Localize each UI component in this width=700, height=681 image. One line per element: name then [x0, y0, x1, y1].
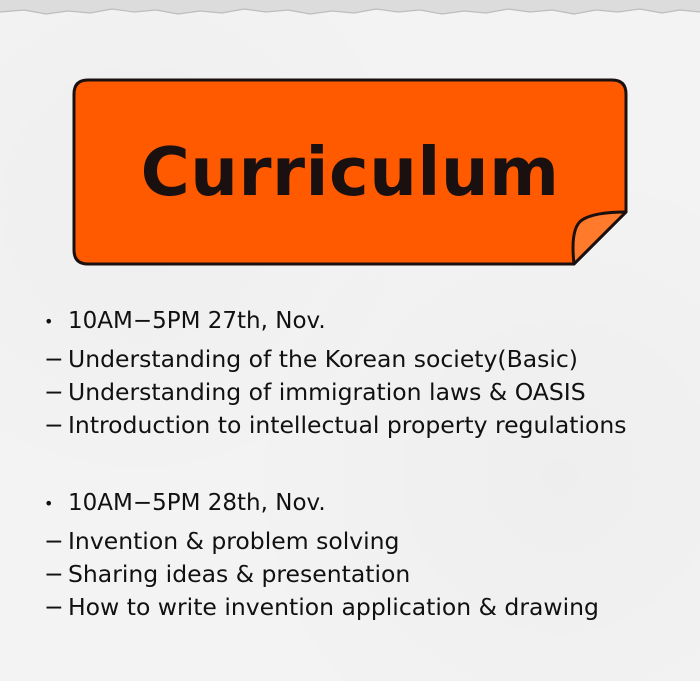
topic-text: Understanding of the Korean society(Basic)	[68, 344, 578, 373]
session-day-1	[44, 304, 694, 441]
dash-marker: −	[44, 410, 64, 439]
list-item	[44, 408, 694, 441]
topic-text: Introduction to intellectual property regulations	[68, 410, 627, 439]
dash-marker: −	[44, 559, 64, 588]
list-item	[44, 524, 694, 557]
topic-text: Understanding of immigration laws & OASIS	[68, 377, 586, 406]
list-item	[44, 590, 694, 623]
session-time: 10AM−5PM 27th, Nov.	[68, 308, 326, 334]
list-item	[44, 342, 694, 375]
dash-marker: −	[44, 592, 64, 621]
dash-marker: −	[44, 377, 64, 406]
topic-text: Invention & problem solving	[68, 526, 400, 555]
list-item	[44, 375, 694, 408]
page-title: Curriculum	[140, 133, 560, 211]
session-time-line	[44, 304, 694, 338]
session-topic-list	[44, 342, 694, 441]
bullet-icon: •	[44, 311, 54, 331]
session-time-line	[44, 486, 694, 520]
topic-text: How to write invention application & drawing	[68, 592, 599, 621]
session-day-2	[44, 486, 694, 623]
list-item	[44, 557, 694, 590]
dash-marker: −	[44, 526, 64, 555]
torn-paper-edge	[0, 0, 700, 22]
session-topic-list	[44, 524, 694, 623]
bullet-icon: •	[44, 493, 54, 513]
dash-marker: −	[44, 344, 64, 373]
session-time: 10AM−5PM 28th, Nov.	[68, 490, 326, 516]
topic-text: Sharing ideas & presentation	[68, 559, 411, 588]
